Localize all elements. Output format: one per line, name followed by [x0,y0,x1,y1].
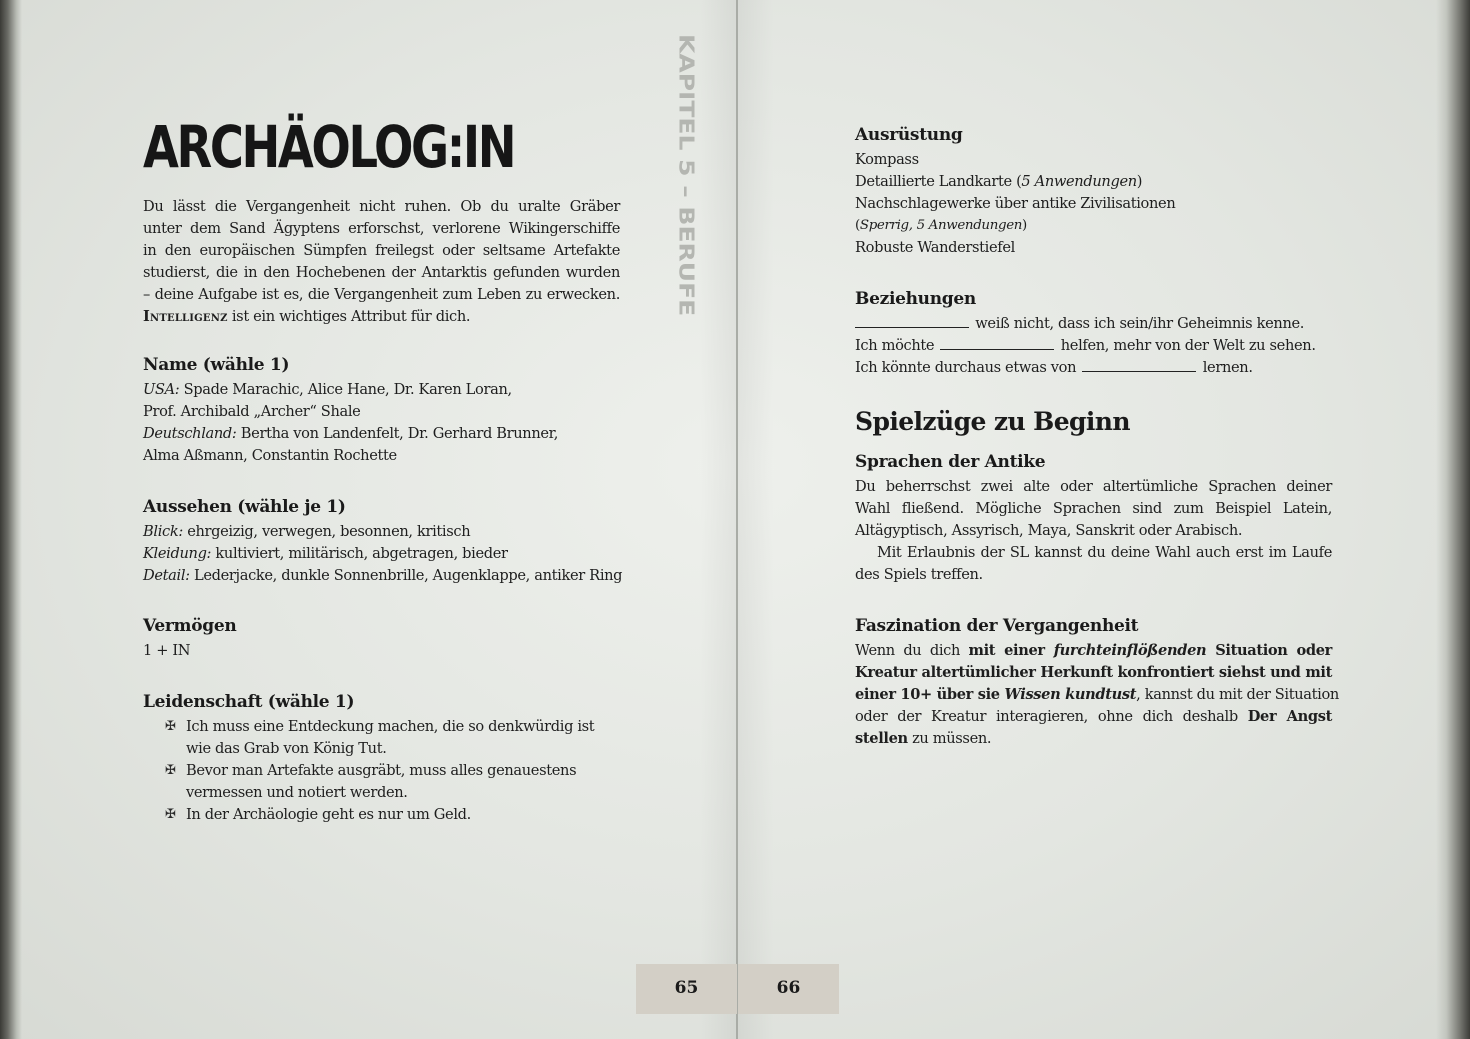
cross-bullet-icon: ✠ [165,807,176,822]
spielzuege-section [855,405,1332,439]
detail-label: Detail: [143,567,190,584]
list-item-text: wie das Grab von König Tut. [186,740,387,757]
list-item [143,716,620,760]
intro-line: Du lässt die Vergangenheit nicht ruhen. Ob du uralte Gräber [143,198,620,215]
faszination-section [855,613,1339,750]
gutter-line [736,0,738,1039]
paren-close: ) [1022,218,1027,233]
equipment-tags: Sperrig, 5 Anwendungen [859,218,1023,233]
beziehungen-heading: Beziehungen [855,289,976,309]
move-text: Wenn du dich [855,642,969,659]
intro-paragraph [143,196,620,328]
kleidung-label: Kleidung: [143,545,212,562]
blick-options: ehrgeizig, verwegen, besonnen, kritisch [182,523,471,540]
ausruestung-section [855,122,1332,259]
blank-line [940,335,1054,350]
sprachen-heading: Sprachen der Antike [855,452,1046,472]
chapter-label: KAPITEL 5 – BERUFE [674,34,699,317]
blank-line [855,313,969,328]
intro-line: studierst, die in den Hochebenen der Antarktis gefunden wurden [143,264,620,281]
de-names-cont: Alma Aßmann, Constantin Rochette [143,447,397,464]
list-item-text: Bevor man Artefakte ausgräbt, muss alles genauestens [186,762,577,779]
blick-label: Blick: [143,523,183,540]
list-item-text: Ich muss eine Entdeckung machen, die so denkwürdig ist [186,718,595,735]
vermoegen-heading: Vermögen [143,616,237,636]
list-item [143,760,620,804]
aussehen-section [143,494,623,587]
de-label: Deutschland: [143,425,237,442]
vermoegen-section [143,613,620,662]
move-reference: stellen [855,730,908,747]
move-reference: Wissen kundtust [1004,686,1137,703]
spielzuege-heading: Spielzüge zu Beginn [855,407,1130,436]
move-text: Du beherrschst zwei alte oder altertümliche Sprachen deiner [855,478,1332,495]
equipment-item: Detaillierte Landkarte ( [855,173,1022,190]
relation-text: Ich könnte durchaus etwas von [855,359,1081,376]
page-number-right: 66 [776,978,801,998]
usa-names-cont: Prof. Archibald „Archer“ Shale [143,403,361,420]
leidenschaft-list [143,716,620,826]
de-names: Bertha von Landenfelt, Dr. Gerhard Brunner, [236,425,558,442]
faszination-heading: Faszination der Vergangenheit [855,616,1139,636]
page-title: ARCHÄOLOG:IN [143,113,515,181]
usa-label: USA: [143,381,180,398]
move-trigger: Situation oder [1206,642,1332,659]
detail-options: Lederjacke, dunkle Sonnenbrille, Augenklappe, antiker Ring [189,567,623,584]
vermoegen-value: 1 + IN [143,642,191,659]
sprachen-section [855,449,1332,586]
ausruestung-heading: Ausrüstung [855,125,963,145]
relation-text: weiß nicht, dass ich sein/ihr Geheimnis kenne. [971,315,1305,332]
equipment-uses: 5 Anwendungen [1021,173,1137,190]
kleidung-options: kultiviert, militärisch, abgetragen, bieder [211,545,508,562]
blank-line [1082,357,1196,372]
list-item-text: vermessen und notiert werden. [186,784,408,801]
move-trigger: Kreatur altertümlicher Herkunft konfrontiert siehst und mit [855,664,1332,681]
left-page-edge [0,0,22,1039]
move-text: zu müssen. [907,730,992,747]
cross-bullet-icon: ✠ [165,719,176,734]
paren-close: ) [1136,173,1143,190]
beziehungen-section [855,286,1332,379]
name-heading: Name (wähle 1) [143,355,290,375]
page-number-left: 65 [674,978,699,998]
relation-text: helfen, mehr von der Welt zu sehen. [1056,337,1316,354]
attribute-name: Intelligenz [143,308,228,325]
move-text: Altägyptisch, Assyrisch, Maya, Sanskrit oder Arabisch. [855,522,1243,539]
move-trigger: einer 10+ über sie [855,686,1005,703]
move-trigger: mit einer [968,642,1054,659]
move-text: , kannst du mit der Situation [1136,686,1339,703]
relation-text: Ich möchte [855,337,939,354]
right-page-edge [1436,0,1470,1039]
leidenschaft-heading: Leidenschaft (wähle 1) [143,692,355,712]
equipment-item: Robuste Wanderstiefel [855,239,1015,256]
move-text: oder der Kreatur interagieren, ohne dich deshalb [855,708,1248,725]
usa-names: Spade Marachic, Alice Hane, Dr. Karen Loran, [179,381,512,398]
move-reference: Der Angst [1247,708,1332,725]
name-section [143,352,620,467]
move-trigger: furchteinflößenden [1053,642,1207,659]
move-text: Mit Erlaubnis der SL kannst du deine Wahl auch erst im Laufe [877,544,1332,561]
move-text: Wahl fließend. Mögliche Sprachen sind zum Beispiel Latein, [855,500,1332,517]
intro-line: in den europäischen Sümpfen freilegst oder seltsame Artefakte [143,242,620,259]
move-text: des Spiels treffen. [855,566,983,583]
leidenschaft-section [143,689,620,826]
relation-text: lernen. [1198,359,1253,376]
equipment-item: Kompass [855,151,919,168]
paren-open: ( [855,218,860,233]
intro-line: – deine Aufgabe ist es, die Vergangenheit zum Leben zu erwecken. [143,286,620,303]
list-item-text: In der Archäologie geht es nur um Geld. [186,806,471,823]
list-item [143,804,620,826]
equipment-item: Nachschlagewerke über antike Zivilisationen [855,195,1176,212]
cross-bullet-icon: ✠ [165,763,176,778]
intro-line: unter dem Sand Ägyptens erforschst, verlorene Wikingerschiffe [143,220,620,237]
aussehen-heading: Aussehen (wähle je 1) [143,497,346,517]
attribute-text: ist ein wichtiges Attribut für dich. [227,308,471,325]
